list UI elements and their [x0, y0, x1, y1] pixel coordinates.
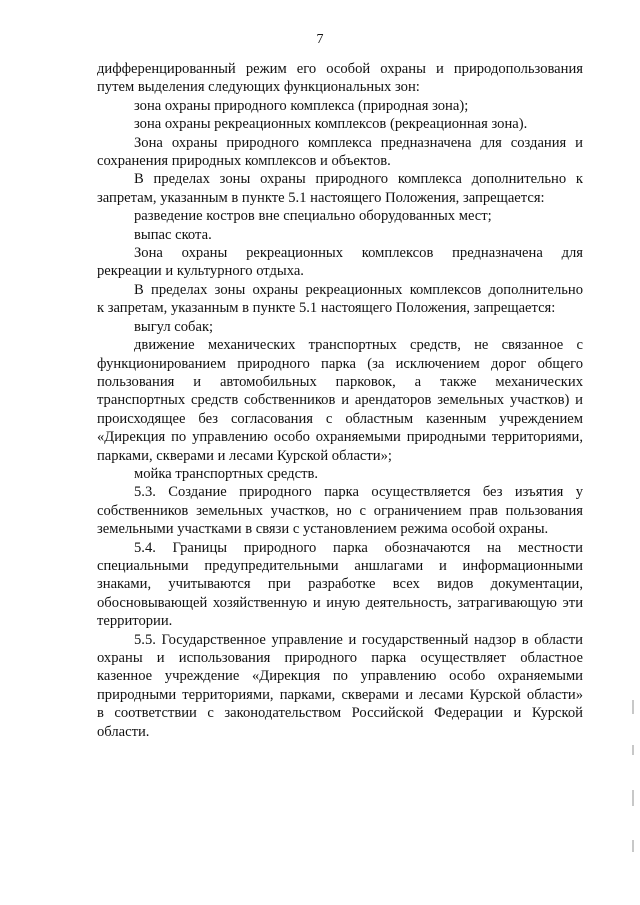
text-line: транспортных средств собственников и арендаторов земельных участков) и: [97, 392, 583, 409]
text-line: зона охраны природного комплекса (природная зона);: [134, 97, 469, 114]
text-line: функционированием природного парка (за исключением дорог общего: [97, 355, 583, 372]
text-line: 5.5. Государственное управление и государственный надзор в области: [134, 631, 583, 648]
text-line: знаками, учитываются при разработке всех видов документации,: [97, 576, 583, 593]
text-line: земельными участками в связи с установлением режима особой охраны.: [97, 521, 549, 538]
text-line: Зона охраны природного комплекса предназначена для создания и: [134, 134, 583, 151]
text-line: к запретам, указанным в пункте 5.1 настоящего Положения, запрещается:: [97, 300, 556, 317]
page-number: 7: [316, 32, 324, 47]
text-line: сохранения природных комплексов и объектов.: [97, 153, 391, 170]
text-line: путем выделения следующих функциональных зон:: [97, 79, 420, 96]
text-line: В пределах зоны охраны природного комплекса дополнительно к: [134, 171, 583, 188]
text-line: казенное учреждение «Дирекция по управлению особо охраняемыми: [97, 668, 583, 685]
scan-artifact: [632, 700, 634, 714]
text-line: собственников земельных участков, но с ограничением прав пользования: [97, 502, 583, 519]
text-line: территории.: [97, 613, 173, 630]
text-line: происходящее без согласования с областным казенным учреждением: [97, 410, 583, 427]
text-line: разведение костров вне специально оборудованных мест;: [134, 208, 492, 225]
text-line: выпас скота.: [134, 226, 212, 243]
text-line: обосновывающей хозяйственную и иную деятельность, затрагивающую эти: [97, 594, 583, 611]
text-line: парками, скверами и лесами Курской области»;: [97, 447, 392, 464]
text-line: В пределах зоны охраны рекреационных комплексов дополнительно: [134, 281, 583, 298]
scan-artifact: [632, 745, 634, 755]
text-line: запретам, указанным в пункте 5.1 настоящего Положения, запрещается:: [97, 189, 545, 206]
text-line: пользования и автомобильных парковок, а также механических: [97, 373, 583, 390]
scan-artifact: [632, 840, 634, 852]
text-line: «Дирекция по управлению особо охраняемыми природными территориями,: [97, 429, 583, 446]
text-line: выгул собак;: [134, 318, 214, 335]
text-line: движение механических транспортных средств, не связанное с: [134, 337, 583, 354]
text-line: охраны и использования природного парка осуществляет областное: [97, 650, 583, 666]
scan-artifact: [632, 790, 634, 806]
text-line: специальными предупредительными аншлагами и информационными: [97, 557, 583, 574]
text-line: 5.3. Создание природного парка осуществляется без изъятия у: [134, 484, 583, 501]
text-line: в соответствии с законодательством Российской Федерации и Курской: [97, 705, 583, 722]
text-line: рекреации и культурного отдыха.: [97, 263, 304, 280]
text-line: мойка транспортных средств.: [134, 465, 318, 482]
text-line: 5.4. Границы природного парка обозначаются на местности: [134, 539, 583, 556]
text-line: дифференцированный режим его особой охраны и природопользования: [97, 61, 583, 77]
text-line: Зона охраны рекреационных комплексов предназначена для: [134, 245, 583, 262]
document-body: [97, 60, 583, 741]
text-line: области.: [97, 723, 150, 740]
text-line: зона охраны рекреационных комплексов (рекреационная зона).: [134, 116, 528, 133]
text-line: природными территориями, парками, скверами и лесами Курской области»: [97, 686, 583, 703]
